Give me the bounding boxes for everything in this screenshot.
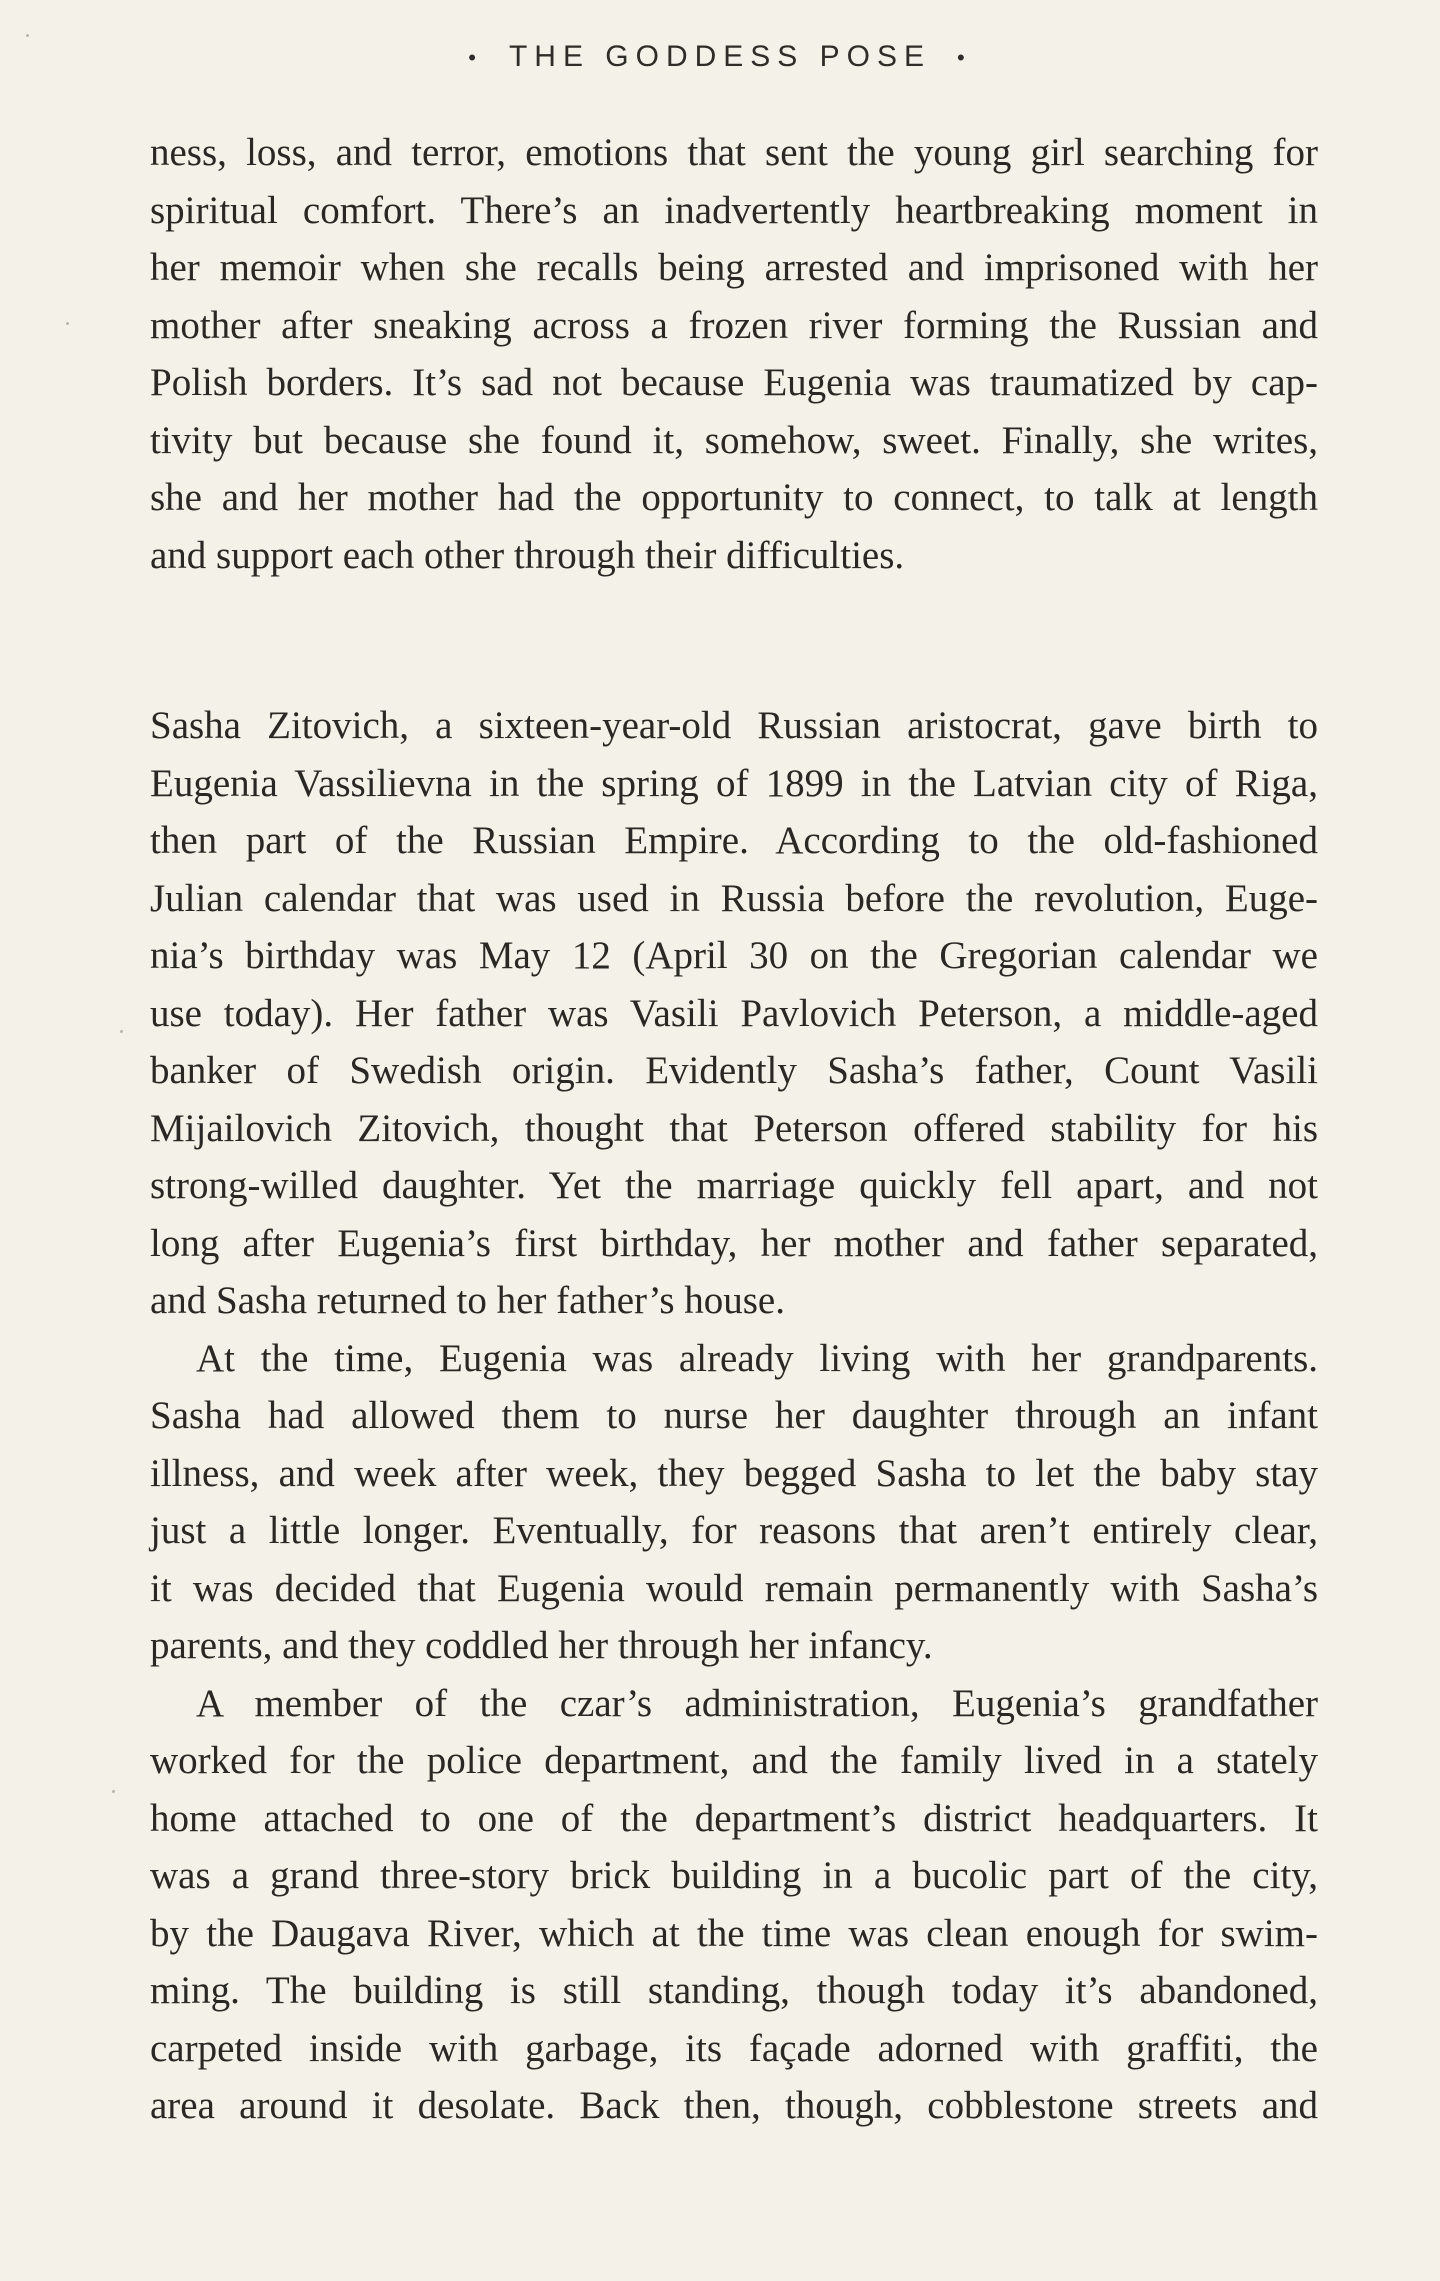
text-line: strong-willed daughter. Yet the marriage quickly fell apart, and not (150, 1164, 1318, 1207)
running-head-title: THE GODDESS POSE (508, 40, 932, 73)
text-line: illness, and week after week, they begged Sasha to let the baby stay (150, 1451, 1318, 1495)
text-line: was a grand three-story brick building in a bucolic part of the city, (150, 1854, 1318, 1897)
text-line: Sasha had allowed them to nurse her daughter through an infant (150, 1394, 1318, 1437)
text-line: area around it desolate. Back then, though, cobblestone streets and (150, 2084, 1318, 2127)
section-text (150, 697, 1318, 2135)
text-line: nia’s birthday was May 12 (April 30 on the Gregorian calendar we (150, 934, 1318, 977)
text-line: just a little longer. Eventually, for reasons that aren’t entirely clear, (150, 1509, 1318, 1552)
text-line: mother after sneaking across a frozen river forming the Russian and (150, 303, 1318, 347)
text-line: worked for the police department, and the family lived in a stately (150, 1739, 1318, 1782)
text-line: long after Eugenia’s first birthday, her mother and father separated, (150, 1221, 1318, 1265)
text-line: carpeted inside with garbage, its façade adorned with graffiti, the (150, 2026, 1318, 2070)
running-head-right-ornament: • (957, 45, 972, 71)
text-line: ming. The building is still standing, though today it’s abandoned, (150, 1969, 1318, 2012)
scan-speck (112, 1790, 115, 1793)
text-line: parents, and they coddled her through her infancy. (150, 1624, 933, 1667)
text-line: her memoir when she recalls being arrested and imprisoned with her (150, 246, 1318, 289)
text-line: home attached to one of the department’s district headquarters. It (150, 1796, 1318, 1840)
text-line: tivity but because she found it, somehow, sweet. Finally, she writes, (150, 418, 1318, 462)
running-head (0, 40, 1440, 74)
text-line: then part of the Russian Empire. According to the old-fashioned (150, 819, 1318, 862)
text-line: At the time, Eugenia was already living with her grandparents. (196, 1336, 1318, 1380)
text-line: by the Daugava River, which at the time was clean enough for swim- (150, 1911, 1318, 1955)
text-line: Eugenia Vassilievna in the spring of 1899 in the Latvian city of Riga, (150, 761, 1318, 805)
text-line: A member of the czar’s administration, Eugenia’s grandfather (196, 1681, 1318, 1725)
text-line: banker of Swedish origin. Evidently Sasha’s father, Count Vasili (150, 1049, 1318, 1092)
text-line: Polish borders. It’s sad not because Eugenia was traumatized by cap- (150, 361, 1318, 404)
text-line: Sasha Zitovich, a sixteen-year-old Russian aristocrat, gave birth to (150, 704, 1318, 747)
text-line: it was decided that Eugenia would remain permanently with Sasha’s (150, 1566, 1318, 1610)
running-head-left-ornament: • (468, 45, 483, 71)
text-line: and Sasha returned to her father’s house. (150, 1279, 785, 1322)
text-line: ness, loss, and terror, emotions that sent the young girl searching for (150, 131, 1318, 174)
text-line: Mijailovich Zitovich, thought that Peterson offered stability for his (150, 1106, 1318, 1150)
text-line: Julian calendar that was used in Russia before the revolution, Euge- (150, 876, 1318, 920)
scan-speck (26, 34, 29, 37)
continued-paragraph (150, 124, 1318, 584)
text-line: spiritual comfort. There’s an inadvertently heartbreaking moment in (150, 188, 1318, 232)
text-line: she and her mother had the opportunity to connect, to talk at length (150, 476, 1318, 519)
text-line: and support each other through their difficulties. (150, 533, 905, 577)
text-line: use today). Her father was Vasili Pavlovich Peterson, a middle-aged (150, 991, 1318, 1035)
scan-speck (66, 322, 69, 325)
scan-speck (120, 1030, 123, 1033)
